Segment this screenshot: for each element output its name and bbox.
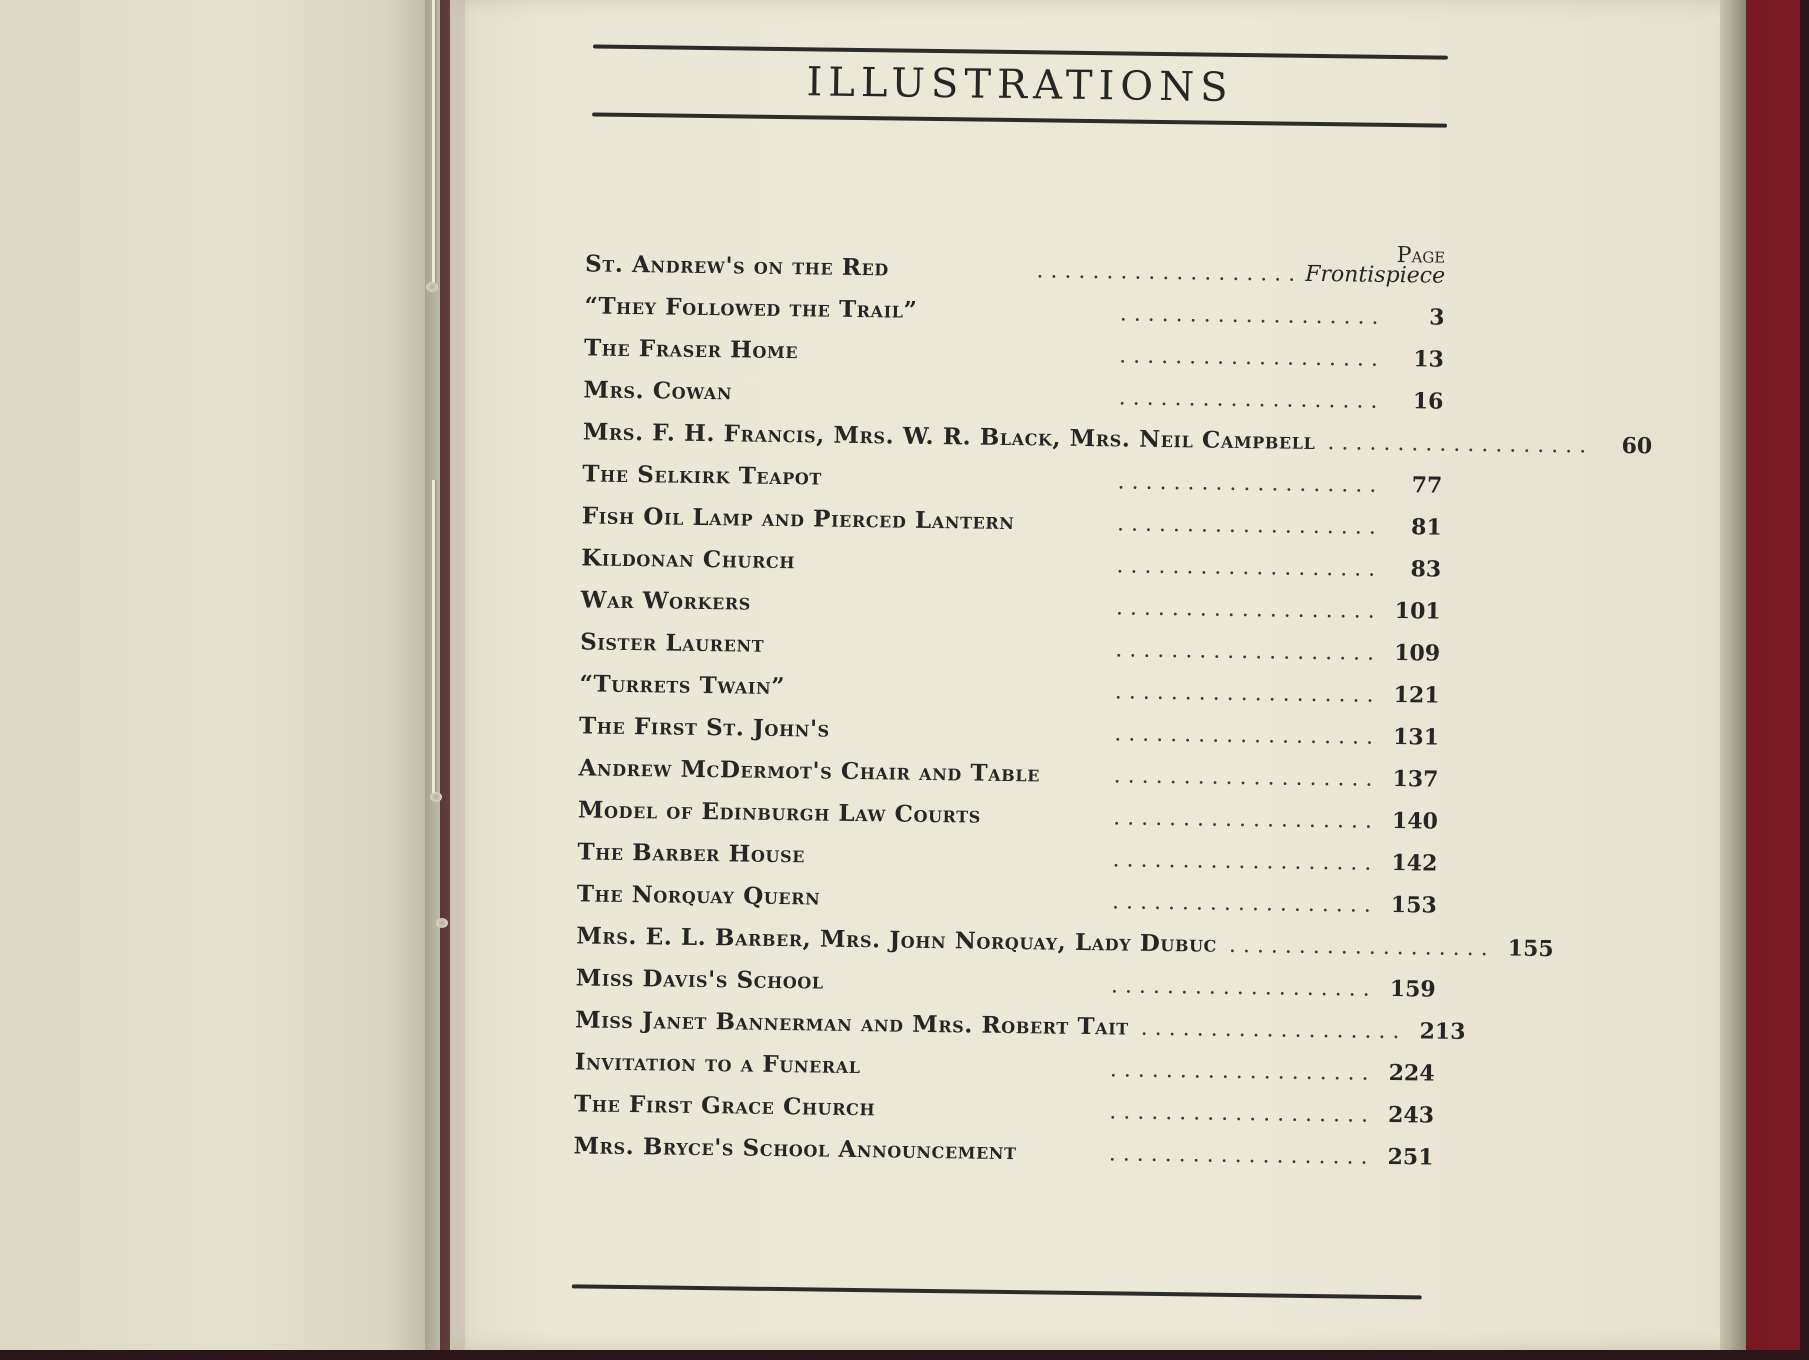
illustration-title: Mrs. F. H. Francis, Mrs. W. R. Black, Mrs. Neil Campbell [582,418,1316,455]
illustration-title: Model of Edinburgh Law Courts [577,796,982,829]
dot-leader: . . . . . . . . . . . . . . . . . . . [1119,343,1379,372]
dot-leader: . . . . . . . . . . . . . . . . . . . [1110,973,1370,1002]
dot-leader: . . . . . . . . . . . . . . . . . . . [1228,932,1488,962]
illustration-title: The First St. John's [578,712,830,743]
illustration-title: Miss Davis's School [575,964,824,995]
illustration-title: The Fraser Home [583,334,799,365]
illustration-title: Kildonan Church [581,544,796,575]
illustration-title: Mrs. Cowan [583,376,733,406]
title-underline-rule [592,112,1447,127]
page-column-label: Page [1396,243,1446,269]
dot-leader: . . . . . . . . . . . . . . . . . . . [1109,1099,1369,1128]
dot-leader: . . . . . . . . . . . . . . . . . . . [1119,301,1379,330]
illustration-page-number: Frontispiece [1305,261,1446,289]
illustration-title: “Turrets Twain” [579,670,786,701]
dot-leader: . . . . . . . . . . . . . . . . . . . [1117,469,1377,498]
illustration-page-number: 159 [1389,976,1436,1003]
dot-leader: . . . . . . . . . . . . . . . . . . . [1115,637,1375,666]
illustration-title: The First Grace Church [573,1090,876,1122]
illustration-title: Sister Laurent [580,628,765,658]
dot-leader: . . . . . . . . . . . . . . . . . . . [1109,1057,1369,1086]
dot-leader: . . . . . . . . . . . . . . . . . . . [1113,805,1373,834]
illustration-page-number: 224 [1388,1059,1435,1087]
illustration-page-number: 155 [1507,935,1554,963]
illustration-title: The Barber House [577,838,806,869]
illustration-page-number: 153 [1390,892,1437,919]
dot-leader: . . . . . . . . . . . . . . . . . . . [1327,430,1587,459]
illustration-page-number: 140 [1391,808,1439,835]
illustration-page-number: 142 [1391,850,1438,877]
illustration-page-number: 251 [1387,1143,1434,1171]
illustration-title: Fish Oil Lamp and Pierced Lantern [581,502,1015,536]
illustration-page-number: 60 [1621,432,1653,460]
illustration-title: Andrew McDermot's Chair and Table [578,754,1041,788]
dot-leader: . . . . . . . . . . . . . . . . . . . [1114,721,1374,750]
illustration-page-number: 213 [1419,1018,1466,1045]
dot-leader: . . . . . . . . . . . . . . . . . . . [1114,679,1374,708]
illustration-page-number: 16 [1412,388,1444,415]
illustration-page-number: 81 [1410,514,1442,541]
illustrations-list [573,250,1653,1185]
illustration-title: Miss Janet Bannerman and Mrs. Robert Tait [575,1006,1129,1041]
dot-leader: . . . . . . . . . . . . . . . . . . . [1036,258,1296,287]
illustration-page-number: 109 [1394,640,1441,667]
illustration-page-number: 83 [1410,556,1442,583]
illustration-page-number: 101 [1394,598,1441,625]
dot-leader: . . . . . . . . . . . . . . . . . . . [1112,847,1372,876]
dot-leader: . . . . . . . . . . . . . . . . . . . [1140,1015,1400,1045]
dot-leader: . . . . . . . . . . . . . . . . . . . [1118,385,1378,414]
illustration-page-number: 3 [1429,304,1445,331]
dot-leader: . . . . . . . . . . . . . . . . . . . [1116,511,1376,540]
dot-leader: . . . . . . . . . . . . . . . . . . . [1113,763,1373,792]
illustration-page-number: 121 [1393,682,1440,709]
illustration-page-number: 77 [1411,472,1443,499]
illustration-title: Mrs. Bryce's School Announcement [573,1132,1017,1166]
illustration-title: War Workers [580,586,752,616]
dot-leader: . . . . . . . . . . . . . . . . . . . [1115,595,1375,624]
illustration-page-number: 137 [1392,766,1439,793]
illustration-title: The Selkirk Teapot [582,460,823,491]
illustration-title: Mrs. E. L. Barber, Mrs. John Norquay, Lady Dubuc [576,922,1218,958]
illustration-title: The Norquay Quern [576,880,821,911]
dot-leader: . . . . . . . . . . . . . . . . . . . [1111,889,1371,918]
dot-leader: . . . . . . . . . . . . . . . . . . . [1116,553,1376,582]
page-title: ILLUSTRATIONS [806,59,1234,111]
illustration-title: “They Followed the Trail” [584,292,918,324]
illustration-title: St. Andrew's on the Red [584,250,890,282]
illustration-page-number: 131 [1392,724,1440,751]
illustration-page-number: 243 [1387,1101,1435,1129]
bottom-rule [572,1284,1422,1299]
dot-leader: . . . . . . . . . . . . . . . . . . . [1108,1141,1368,1170]
illustration-title: Invitation to a Funeral [574,1048,861,1080]
illustration-page-number: 13 [1413,346,1445,373]
